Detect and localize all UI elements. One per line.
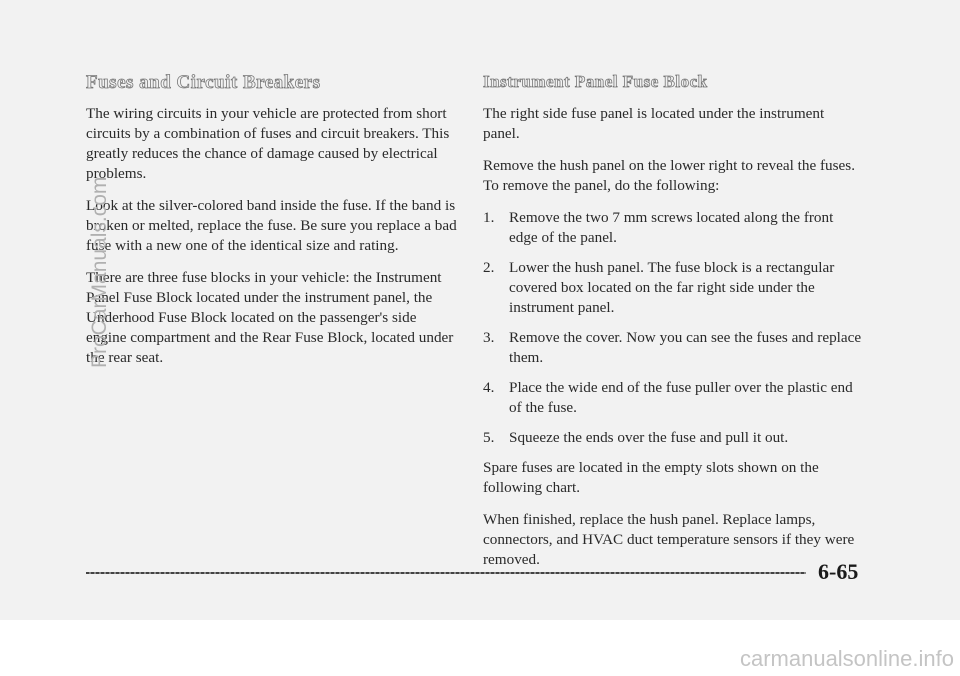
paragraph: Remove the hush panel on the lower right to reveal the fuses. To remove the panel, do the following: bbox=[483, 157, 855, 194]
bottom-watermark: carmanualsonline.info bbox=[739, 646, 954, 671]
step-item bbox=[483, 208, 863, 248]
section-heading-instrument-panel: Instrument Panel Fuse Block bbox=[483, 72, 708, 91]
step-item bbox=[483, 428, 863, 448]
steps-list bbox=[483, 208, 863, 448]
step-item bbox=[483, 258, 863, 318]
step-text: Squeeze the ends over the fuse and pull it out. bbox=[509, 429, 789, 446]
paragraph: When finished, replace the hush panel. Replace lamps, connectors, and HVAC duct temperature sensors if they were removed. bbox=[483, 511, 855, 568]
paragraph: There are three fuse blocks in your vehicle: the Instrument Panel Fuse Block located under the instrument panel, the Underhood Fuse Block located on the passenger's side engine compartment and the Rear Fuse Block, located under the rear seat. bbox=[86, 269, 454, 366]
paragraph: The wiring circuits in your vehicle are protected from short circuits by a combination of fuses and circuit breakers. This greatly reduces the chance of damage caused by electrical problems. bbox=[86, 105, 450, 182]
step-number: 5. bbox=[483, 429, 495, 446]
step-number: 3. bbox=[483, 329, 495, 346]
step-number: 2. bbox=[483, 259, 495, 276]
step-text: Remove the cover. Now you can see the fuses and replace them. bbox=[509, 329, 862, 366]
step-text: Remove the two 7 mm screws located along the front edge of the panel. bbox=[509, 209, 834, 246]
step-number: 4. bbox=[483, 379, 495, 396]
page-number: 6-65 bbox=[818, 559, 859, 584]
footer-rule bbox=[86, 572, 806, 574]
step-item bbox=[483, 378, 863, 418]
section-heading-fuses: Fuses and Circuit Breakers bbox=[86, 72, 321, 93]
left-column bbox=[86, 72, 458, 380]
step-text: Place the wide end of the fuse puller over the plastic end of the fuse. bbox=[509, 379, 853, 416]
paragraph: Look at the silver-colored band inside the fuse. If the band is broken or melted, replace the fuse. Be sure you replace a bad fuse with a new one of the identical size and rating. bbox=[86, 197, 457, 254]
paragraph: The right side fuse panel is located under the instrument panel. bbox=[483, 105, 825, 142]
step-text: Lower the hush panel. The fuse block is a rectangular covered box located on the far right side under the instrument panel. bbox=[509, 259, 835, 316]
step-item bbox=[483, 328, 863, 368]
side-watermark: ProCarManuals.com bbox=[88, 176, 111, 368]
paragraph: Spare fuses are located in the empty slots shown on the following chart. bbox=[483, 459, 819, 496]
step-number: 1. bbox=[483, 209, 495, 226]
right-column bbox=[483, 72, 863, 582]
